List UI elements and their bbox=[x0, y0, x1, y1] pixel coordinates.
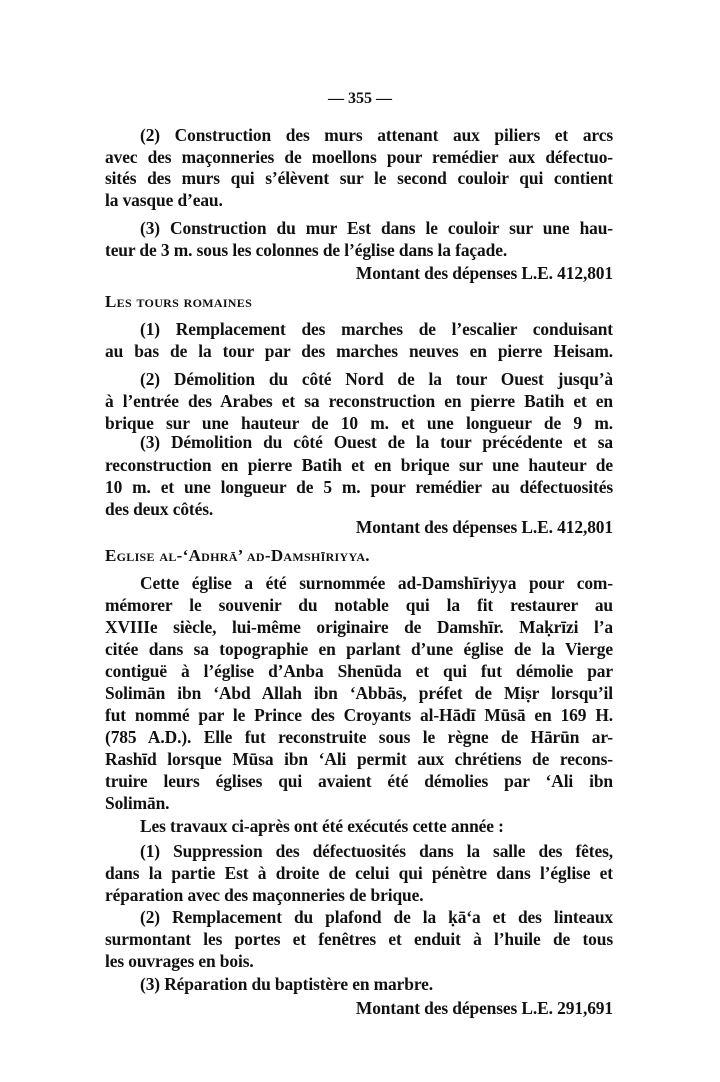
section-heading: Les tours romaines bbox=[105, 292, 253, 311]
section-heading: Eglise al-‘Adhrā’ ad-Damshīriyya. bbox=[105, 546, 370, 565]
paragraph-line: citée dans sa topographie en parlant d’une église de la Vierge bbox=[105, 639, 613, 659]
paragraph-line: XVIIIe siècle, lui-même originaire de Damshīr. Maḳrīzi l’a bbox=[105, 617, 613, 637]
paragraph-line: (2) Démolition du côté Nord de la tour Ouest jusqu’à bbox=[140, 369, 613, 389]
paragraph-line: teur de 3 m. sous les colonnes de l’église dans la façade. bbox=[105, 240, 508, 260]
paragraph-line: Solimān ibn ‘Abd Allah ibn ‘Abbās, préfet de Miṣr lorsqu’il bbox=[105, 683, 613, 703]
paragraph-line: (785 A.D.). Elle fut reconstruite sous le règne de Hārūn ar- bbox=[105, 727, 613, 747]
paragraph-line: (1) Remplacement des marches de l’escalier conduisant bbox=[140, 319, 613, 339]
expense-total: Montant des dépenses L.E. 412,801 bbox=[355, 263, 613, 283]
paragraph-line: mémorer le souvenir du notable qui la fit restaurer au bbox=[105, 595, 613, 615]
paragraph-line: fut nommé par le Prince des Croyants al-Hādī Mūsā en 169 H. bbox=[105, 705, 613, 725]
paragraph-line: (2) Construction des murs attenant aux piliers et arcs bbox=[140, 125, 613, 145]
paragraph-line: à l’entrée des Arabes et sa reconstruction en pierre Batih et en bbox=[105, 391, 613, 411]
paragraph-line: (2) Remplacement du plafond de la ḳā‘a et des linteaux bbox=[140, 907, 613, 927]
paragraph-line: (3) Réparation du baptistère en marbre. bbox=[140, 974, 434, 994]
paragraph-line: les ouvrages en bois. bbox=[105, 951, 254, 971]
paragraph-line: brique sur une hauteur de 10 m. et une longueur de 9 m. bbox=[105, 413, 613, 433]
paragraph-line: reconstruction en pierre Batih et en brique sur une hauteur de bbox=[105, 455, 613, 475]
expense-total: Montant des dépenses L.E. 291,691 bbox=[355, 998, 613, 1018]
paragraph-line: réparation avec des maçonneries de brique. bbox=[105, 885, 424, 905]
paragraph-line: avec des maçonneries de moellons pour remédier aux défectuo- bbox=[105, 147, 613, 167]
expense-total: Montant des dépenses L.E. 412,801 bbox=[355, 517, 613, 537]
paragraph-line: Rashīd lorsque Mūsa ibn ‘Ali permit aux chrétiens de recons- bbox=[105, 749, 613, 769]
paragraph-line: Cette église a été surnommée ad-Damshīriyya pour com- bbox=[140, 573, 613, 593]
paragraph-line: (1) Suppression des défectuosités dans la salle des fêtes, bbox=[140, 841, 613, 861]
paragraph-line: truire leurs églises qui avaient été démolies par ‘Ali ibn bbox=[105, 771, 613, 791]
paragraph-line: Les travaux ci-après ont été exécutés cette année : bbox=[140, 816, 504, 836]
paragraph-line: au bas de la tour par des marches neuves en pierre Heisam. bbox=[105, 341, 613, 361]
paragraph-line: contiguë à l’église d’Anba Shenūda et qui fut démolie par bbox=[105, 661, 613, 681]
paragraph-line: (3) Construction du mur Est dans le couloir sur une hau- bbox=[140, 218, 613, 238]
paragraph-line: la vasque d’eau. bbox=[105, 190, 223, 210]
paragraph-line: 10 m. et une longueur de 5 m. pour remédier au défectuosités bbox=[105, 477, 613, 497]
paragraph-line: sités des murs qui s’élèvent sur le second couloir qui contient bbox=[105, 168, 613, 188]
paragraph-line: surmontant les portes et fenêtres et enduit à l’huile de tous bbox=[105, 929, 613, 949]
paragraph-line: Solimān. bbox=[105, 793, 170, 813]
paragraph-line: (3) Démolition du côté Ouest de la tour précédente et sa bbox=[140, 432, 613, 452]
paragraph-line: des deux côtés. bbox=[105, 499, 214, 519]
page-number: — 355 — bbox=[328, 90, 392, 107]
paragraph-line: dans la partie Est à droite de celui qui pénètre dans l’église et bbox=[105, 863, 613, 883]
